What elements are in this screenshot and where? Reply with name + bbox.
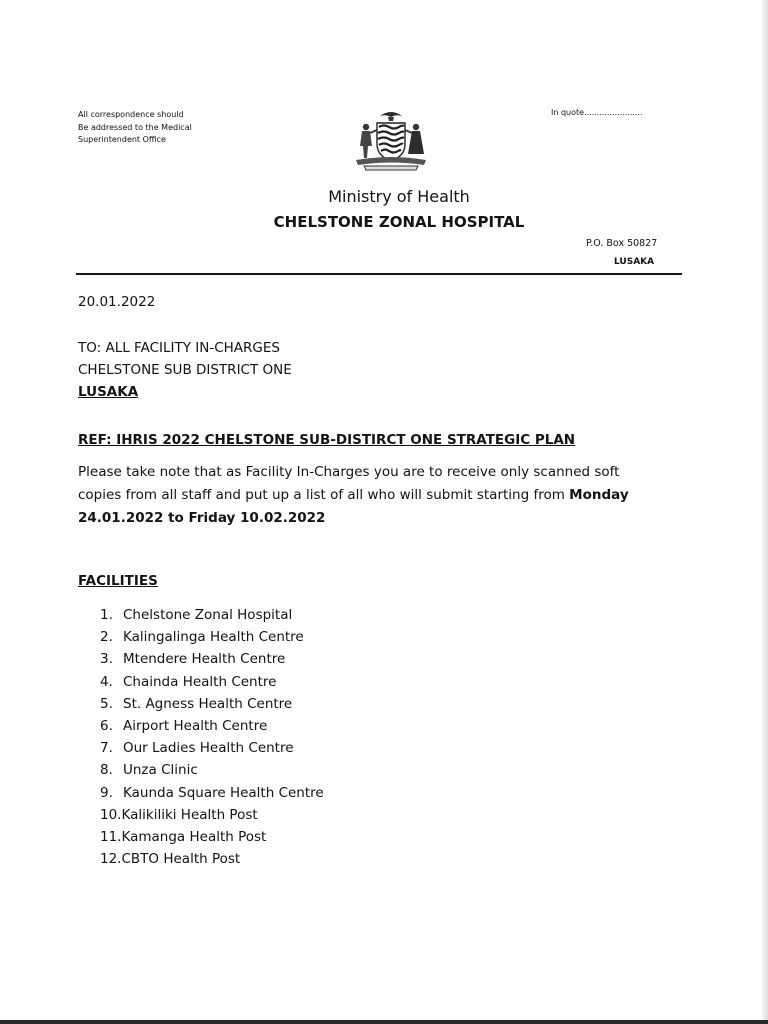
correspondence-line: Superintendent Office [78, 135, 166, 144]
list-item [100, 848, 324, 870]
list-item [100, 715, 324, 737]
facilities-heading: FACILITIES [78, 573, 158, 589]
list-item-name: CBTO Health Post [121, 851, 241, 868]
list-item-number: 2. [100, 629, 113, 646]
paragraph-line [78, 484, 678, 507]
list-item-number: 4. [100, 673, 113, 690]
facilities-list [100, 604, 324, 870]
list-item [100, 604, 324, 626]
correspondence-line: Be addressed to the Medical [78, 122, 192, 132]
list-item-number: 10. [100, 806, 122, 823]
list-item [100, 826, 324, 848]
paragraph-bold-line: 24.01.2022 to Friday 10.02.2022 [78, 510, 326, 526]
list-item-name: Kaunda Square Health Centre [123, 784, 324, 801]
correspondence-note [78, 109, 238, 147]
list-item-name: Our Ladies Health Centre [123, 740, 294, 757]
hospital-title: CHELSTONE ZONAL HOSPITAL [273, 213, 525, 231]
paragraph-text: copies from all staff and put up a list of all who will submit starting from [78, 487, 570, 503]
list-item [100, 671, 324, 693]
po-city: LUSAKA [614, 257, 655, 267]
recipient-line: CHELSTONE SUB DISTRICT ONE [78, 362, 292, 378]
list-item-number: 11. [100, 829, 122, 846]
list-item-number: 9. [100, 784, 113, 801]
scan-edge [762, 0, 768, 1024]
list-item [100, 782, 324, 804]
recipient-city: LUSAKA [78, 384, 139, 400]
list-item-name: Chelstone Zonal Hospital [123, 607, 293, 623]
list-item-name: Airport Health Centre [123, 718, 268, 735]
reference-line: REF: IHRIS 2022 CHELSTONE SUB-DISTIRCT ONE STRATEGIC PLAN [78, 432, 576, 448]
list-item-number: 6. [100, 718, 113, 735]
correspondence-line: All correspondence should [78, 110, 184, 119]
list-item-number: 1. [100, 607, 113, 623]
po-box: P.O. Box 50827 [586, 238, 658, 249]
list-item-name: Kamanga Health Post [121, 829, 267, 846]
list-item-number: 5. [100, 695, 113, 712]
list-item-name: Kalingalinga Health Centre [123, 629, 304, 646]
list-item [100, 648, 324, 670]
list-item [100, 737, 324, 759]
coat-of-arms-icon [350, 108, 432, 172]
recipient-line: TO: ALL FACILITY IN-CHARGES [78, 340, 280, 356]
list-item-name: Kalikiliki Health Post [121, 806, 258, 823]
list-item-name: St. Agness Health Centre [123, 695, 293, 712]
list-item-number: 7. [100, 740, 113, 757]
list-item [100, 693, 324, 715]
list-item [100, 626, 324, 648]
list-item-number: 12. [100, 851, 122, 868]
list-item [100, 759, 324, 781]
body-paragraph [78, 461, 678, 530]
list-item-name: Mtendere Health Centre [123, 651, 286, 668]
letter-date: 20.01.2022 [78, 294, 156, 310]
list-item [100, 804, 324, 826]
list-item-name: Chainda Health Centre [123, 673, 277, 690]
paragraph-line: Please take note that as Facility In-Charges you are to receive only scanned soft [78, 464, 620, 480]
list-item-name: Unza Clinic [123, 762, 198, 779]
list-item-number: 3. [100, 651, 113, 668]
scan-edge [0, 1020, 768, 1024]
paragraph-bold-text: Monday [569, 487, 629, 503]
recipient-block [78, 337, 292, 403]
ministry-title: Ministry of Health [328, 187, 470, 206]
list-item-number: 8. [100, 762, 113, 779]
header-divider [76, 273, 682, 275]
in-quote-field: In quote....................... [551, 108, 643, 117]
